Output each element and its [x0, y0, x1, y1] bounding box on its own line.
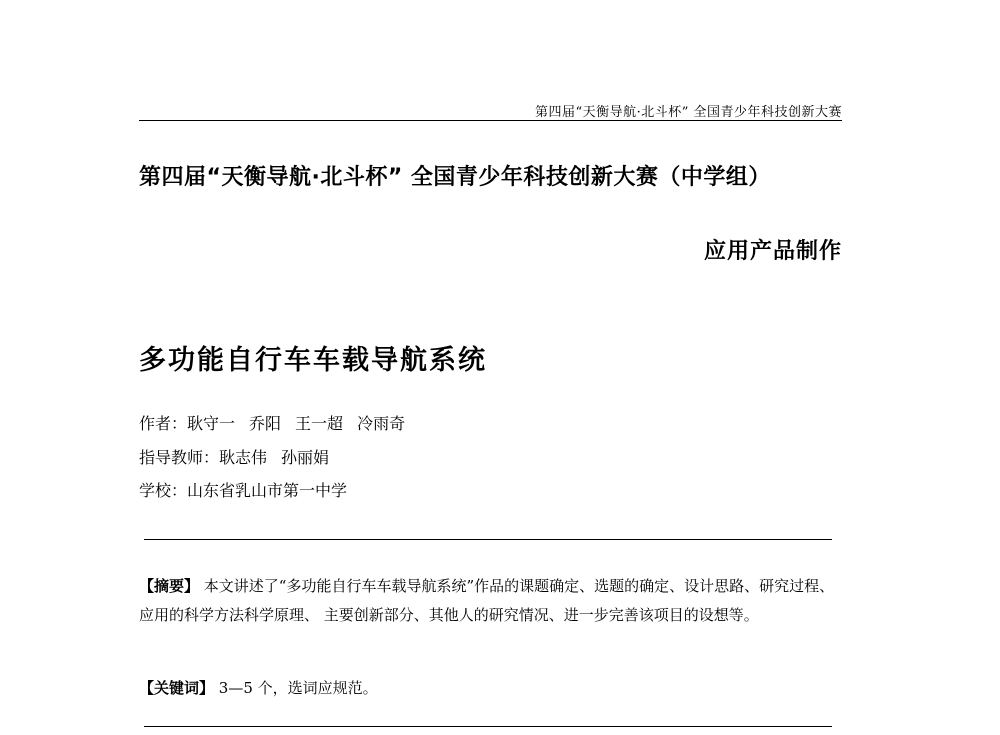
advisors-line	[139, 445, 329, 468]
category-label: 应用产品制作	[703, 239, 842, 264]
keywords	[139, 677, 378, 698]
school-name: 山东省乳山市第一中学	[187, 481, 348, 500]
abstract	[139, 572, 844, 630]
keywords-text: 3—5 个，选词应规范。	[218, 679, 378, 697]
author-name: 耿守一	[187, 414, 236, 433]
paper-title: 多功能自行车车载导航系统	[139, 345, 487, 376]
abstract-tag: 【摘要】	[139, 577, 200, 595]
keywords-tag: 【关键词】	[139, 679, 215, 697]
header-rule	[139, 120, 842, 121]
divider-bottom	[144, 726, 832, 727]
authors-label: 作者：	[139, 414, 188, 433]
running-header: 第四届“天衡导航·北斗杯” 全国青少年科技创新大赛	[534, 105, 842, 120]
author-name: 冷雨奇	[357, 414, 406, 433]
divider-top	[144, 539, 832, 540]
abstract-text: 本文讲述了“多功能自行车车载导航系统”作品的课题确定、选题的确定、设计思路、研究过程、 应用的科学方法科学原理、 主要创新部分、其他人的研究情况、进一步完善该项目的设想等。	[139, 577, 835, 624]
advisor-name: 孙丽娟	[281, 448, 330, 467]
advisors-label: 指导教师：	[139, 448, 220, 467]
school-label: 学校：	[139, 481, 188, 500]
author-name: 乔阳	[249, 414, 282, 433]
author-name: 王一超	[295, 414, 344, 433]
advisor-name: 耿志伟	[219, 448, 268, 467]
authors-line	[139, 411, 405, 434]
school-line	[139, 478, 347, 501]
competition-title: 第四届“天衡导航·北斗杯” 全国青少年科技创新大赛（中学组）	[139, 165, 771, 190]
